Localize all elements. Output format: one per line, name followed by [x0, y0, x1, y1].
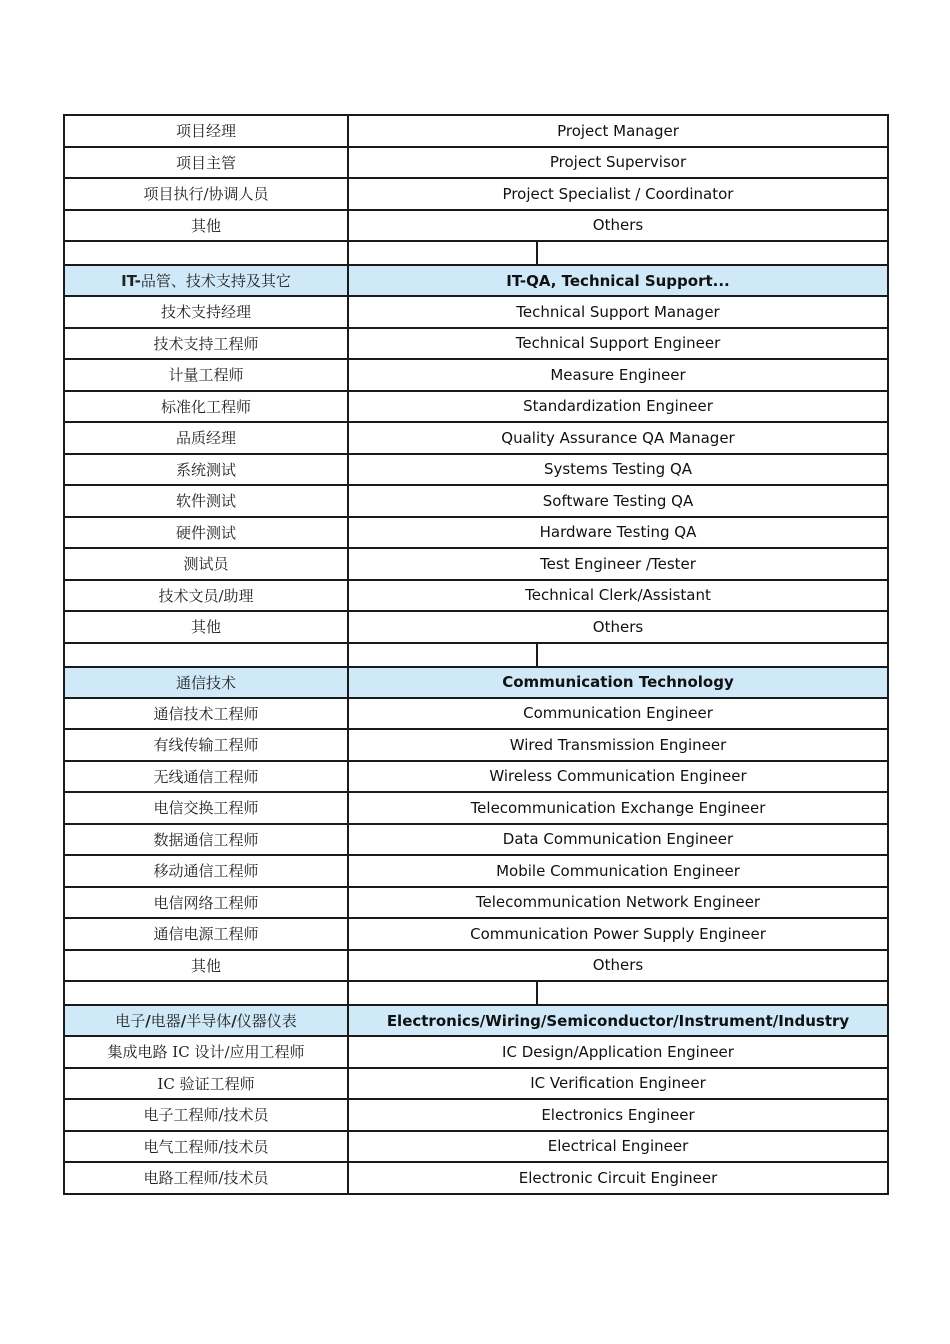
- category-name-chinese: 电子/电器/半导体/仪器仪表: [64, 1005, 348, 1036]
- job-title-english: Software Testing QA: [348, 485, 888, 517]
- job-title-english: Telecommunication Network Engineer: [348, 887, 888, 919]
- table-row: [64, 1068, 888, 1100]
- table-row: [64, 950, 888, 982]
- table-row: [64, 328, 888, 360]
- category-header-row: [64, 667, 888, 698]
- job-title-english: Others: [348, 210, 888, 242]
- category-name-english: IT-QA, Technical Support...: [348, 265, 888, 296]
- job-title-chinese: 系统测试: [64, 454, 348, 486]
- job-title-english: Electronics Engineer: [348, 1099, 888, 1131]
- job-title-chinese: 通信技术工程师: [64, 698, 348, 730]
- table-row: [64, 918, 888, 950]
- job-title-table: [63, 114, 889, 1195]
- job-title-chinese: 标准化工程师: [64, 391, 348, 423]
- job-title-chinese: 计量工程师: [64, 359, 348, 391]
- table-row: [64, 147, 888, 179]
- job-title-chinese: 测试员: [64, 548, 348, 580]
- job-title-english: Measure Engineer: [348, 359, 888, 391]
- spacer-row: [64, 981, 888, 1005]
- job-title-english: Technical Support Engineer: [348, 328, 888, 360]
- job-title-chinese: 数据通信工程师: [64, 824, 348, 856]
- empty-cell: [537, 981, 888, 1005]
- spacer-row: [64, 643, 888, 667]
- empty-cell: [348, 643, 537, 667]
- job-title-chinese: 电气工程师/技术员: [64, 1131, 348, 1163]
- job-title-chinese: 技术支持工程师: [64, 328, 348, 360]
- category-name-chinese: IT-品管、技术支持及其它: [64, 265, 348, 296]
- table-row: [64, 359, 888, 391]
- job-title-english: Electronic Circuit Engineer: [348, 1162, 888, 1194]
- table-row: [64, 887, 888, 919]
- job-title-chinese: 项目经理: [64, 115, 348, 147]
- job-title-chinese: 其他: [64, 611, 348, 643]
- job-title-english: Electrical Engineer: [348, 1131, 888, 1163]
- job-title-english: Systems Testing QA: [348, 454, 888, 486]
- table-row: [64, 454, 888, 486]
- empty-cell: [348, 241, 537, 265]
- job-title-chinese: 品质经理: [64, 422, 348, 454]
- table-row: [64, 517, 888, 549]
- table-row: [64, 296, 888, 328]
- job-title-chinese: 电信网络工程师: [64, 887, 348, 919]
- job-title-english: Project Supervisor: [348, 147, 888, 179]
- spacer-row: [64, 241, 888, 265]
- empty-cell: [64, 241, 348, 265]
- job-title-english: Communication Engineer: [348, 698, 888, 730]
- job-title-english: Quality Assurance QA Manager: [348, 422, 888, 454]
- job-title-chinese: 技术支持经理: [64, 296, 348, 328]
- job-title-english: Technical Clerk/Assistant: [348, 580, 888, 612]
- job-title-chinese: IC 验证工程师: [64, 1068, 348, 1100]
- category-header-row: [64, 265, 888, 296]
- job-title-english: IC Verification Engineer: [348, 1068, 888, 1100]
- table-row: [64, 178, 888, 210]
- job-title-chinese: 软件测试: [64, 485, 348, 517]
- table-row: [64, 729, 888, 761]
- job-title-english: Communication Power Supply Engineer: [348, 918, 888, 950]
- job-title-chinese: 其他: [64, 210, 348, 242]
- job-title-chinese: 电信交换工程师: [64, 792, 348, 824]
- table-row: [64, 210, 888, 242]
- table-row: [64, 1099, 888, 1131]
- empty-cell: [64, 981, 348, 1005]
- job-title-chinese: 项目执行/协调人员: [64, 178, 348, 210]
- table-row: [64, 611, 888, 643]
- job-title-chinese: 通信电源工程师: [64, 918, 348, 950]
- empty-cell: [537, 241, 888, 265]
- job-title-table-body: [64, 115, 888, 1194]
- table-row: [64, 391, 888, 423]
- job-title-english: IC Design/Application Engineer: [348, 1036, 888, 1068]
- job-title-chinese: 电路工程师/技术员: [64, 1162, 348, 1194]
- job-title-english: Standardization Engineer: [348, 391, 888, 423]
- job-title-english: Technical Support Manager: [348, 296, 888, 328]
- job-title-english: Hardware Testing QA: [348, 517, 888, 549]
- category-header-row: [64, 1005, 888, 1036]
- job-title-english: Others: [348, 611, 888, 643]
- table-row: [64, 1131, 888, 1163]
- table-row: [64, 824, 888, 856]
- table-row: [64, 792, 888, 824]
- category-name-chinese: 通信技术: [64, 667, 348, 698]
- empty-cell: [348, 981, 537, 1005]
- job-title-english: Project Manager: [348, 115, 888, 147]
- category-name-english: Communication Technology: [348, 667, 888, 698]
- job-title-chinese: 硬件测试: [64, 517, 348, 549]
- job-title-english: Test Engineer /Tester: [348, 548, 888, 580]
- job-title-chinese: 移动通信工程师: [64, 855, 348, 887]
- table-row: [64, 1162, 888, 1194]
- job-title-chinese: 技术文员/助理: [64, 580, 348, 612]
- table-row: [64, 761, 888, 793]
- job-title-english: Project Specialist / Coordinator: [348, 178, 888, 210]
- empty-cell: [537, 643, 888, 667]
- job-title-english: Telecommunication Exchange Engineer: [348, 792, 888, 824]
- job-title-english: Data Communication Engineer: [348, 824, 888, 856]
- job-title-chinese: 无线通信工程师: [64, 761, 348, 793]
- job-title-english: Others: [348, 950, 888, 982]
- job-title-english: Wireless Communication Engineer: [348, 761, 888, 793]
- table-row: [64, 115, 888, 147]
- job-title-chinese: 有线传输工程师: [64, 729, 348, 761]
- table-row: [64, 1036, 888, 1068]
- job-title-english: Wired Transmission Engineer: [348, 729, 888, 761]
- table-row: [64, 548, 888, 580]
- job-title-chinese: 电子工程师/技术员: [64, 1099, 348, 1131]
- job-title-chinese: 集成电路 IC 设计/应用工程师: [64, 1036, 348, 1068]
- table-row: [64, 855, 888, 887]
- table-row: [64, 698, 888, 730]
- table-row: [64, 580, 888, 612]
- table-row: [64, 422, 888, 454]
- category-name-english: Electronics/Wiring/Semiconductor/Instrument/Industry: [348, 1005, 888, 1036]
- job-title-chinese: 其他: [64, 950, 348, 982]
- table-row: [64, 485, 888, 517]
- empty-cell: [64, 643, 348, 667]
- job-title-english: Mobile Communication Engineer: [348, 855, 888, 887]
- job-title-chinese: 项目主管: [64, 147, 348, 179]
